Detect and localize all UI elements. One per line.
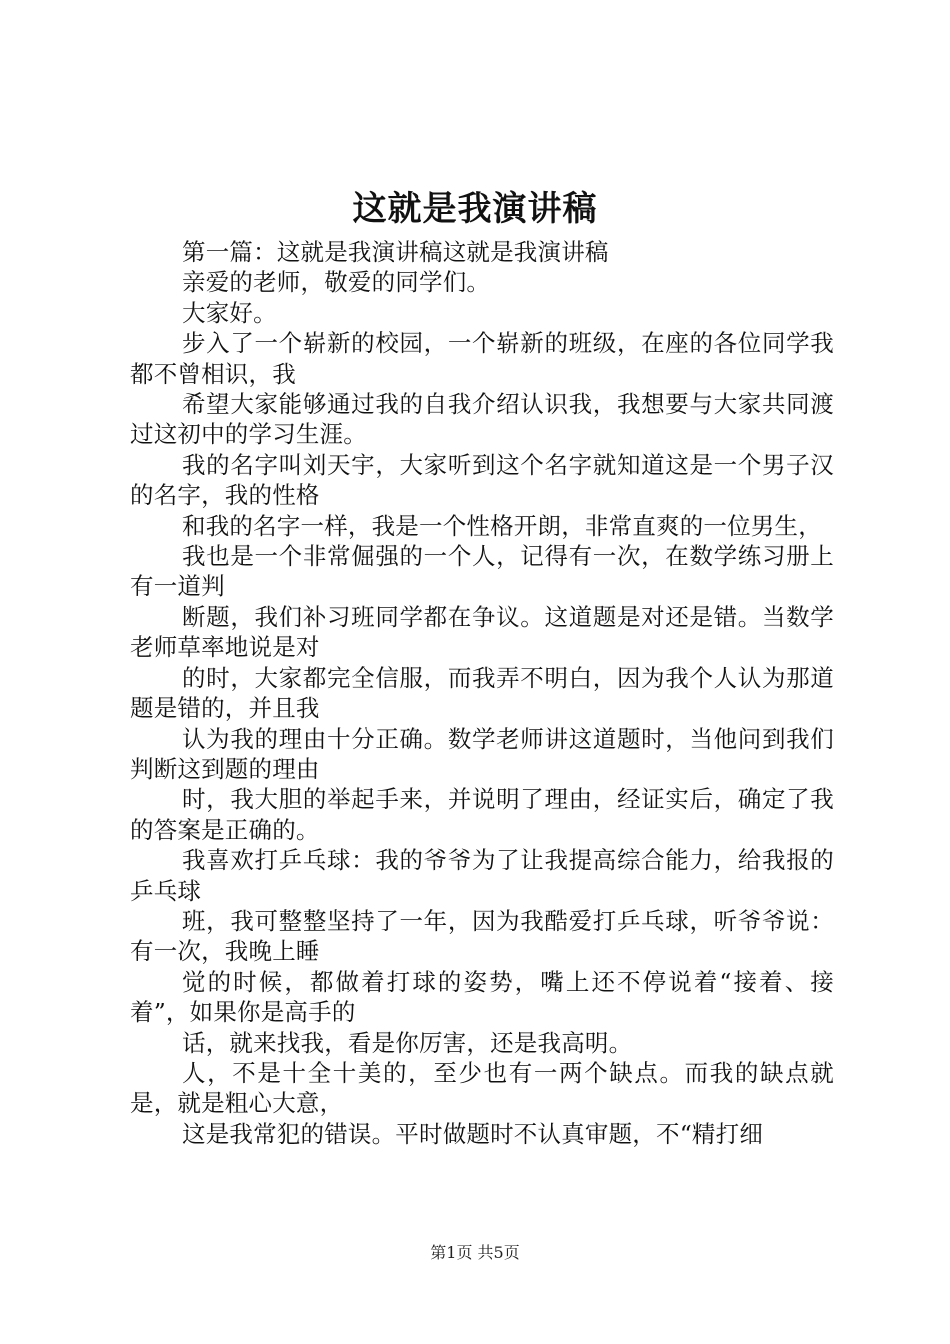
- paragraph: 步入了一个崭新的校园，一个崭新的班级，在座的各位同学我都不曾相识，我: [130, 329, 834, 388]
- paragraph: 我也是一个非常倔强的一个人，记得有一次，在数学练习册上有一道判: [130, 542, 834, 601]
- paragraph: 觉的时候，都做着打球的姿势，嘴上还不停说着“接着、接着”，如果你是高手的: [130, 967, 834, 1027]
- paragraph: 人，不是十全十美的，至少也有一两个缺点。而我的缺点就是，就是粗心大意，: [130, 1058, 834, 1118]
- paragraph: 希望大家能够通过我的自我介绍认识我，我想要与大家共同渡过这初中的学习生涯。: [130, 390, 834, 449]
- paragraph: 班，我可整整坚持了一年，因为我酷爱打乒乓球，听爷爷说：有一次，我晚上睡: [130, 906, 834, 966]
- paragraph: 这是我常犯的错误。平时做题时不认真审题，不“精打细: [182, 1119, 764, 1148]
- paragraph: 话，就来找我，看是你厉害，还是我高明。: [182, 1028, 633, 1057]
- paragraph: 第一篇：这就是我演讲稿这就是我演讲稿: [182, 238, 609, 266]
- paragraph: 和我的名字一样，我是一个性格开朗，非常直爽的一位男生，: [182, 511, 822, 540]
- paragraph: 断题，我们补习班同学都在争议。这道题是对还是错。当数学老师草率地说是对: [130, 602, 834, 662]
- document-title: 这就是我演讲稿: [352, 189, 598, 229]
- paragraph: 亲爱的老师，敬爱的同学们。: [182, 268, 491, 297]
- paragraph: 我的名字叫刘天宇，大家听到这个名字就知道这是一个男子汉的名字，我的性格: [130, 450, 834, 510]
- paragraph: 认为我的理由十分正确。数学老师讲这道题时，当他问到我们判断这到题的理由: [130, 724, 834, 783]
- document-body: [130, 237, 834, 1149]
- paragraph: 的时，大家都完全信服，而我弄不明白，因为我个人认为那道题是错的，并且我: [130, 663, 834, 723]
- paragraph: 大家好。: [182, 298, 277, 327]
- paragraph: 我喜欢打乒乓球：我的爷爷为了让我提高综合能力，给我报的乒乓球: [130, 846, 834, 905]
- page-number-footer: 第1页 共5页: [430, 1243, 520, 1262]
- paragraph: 时，我大胆的举起手来，并说明了理由，经证实后，确定了我的答案是正确的。: [130, 785, 834, 844]
